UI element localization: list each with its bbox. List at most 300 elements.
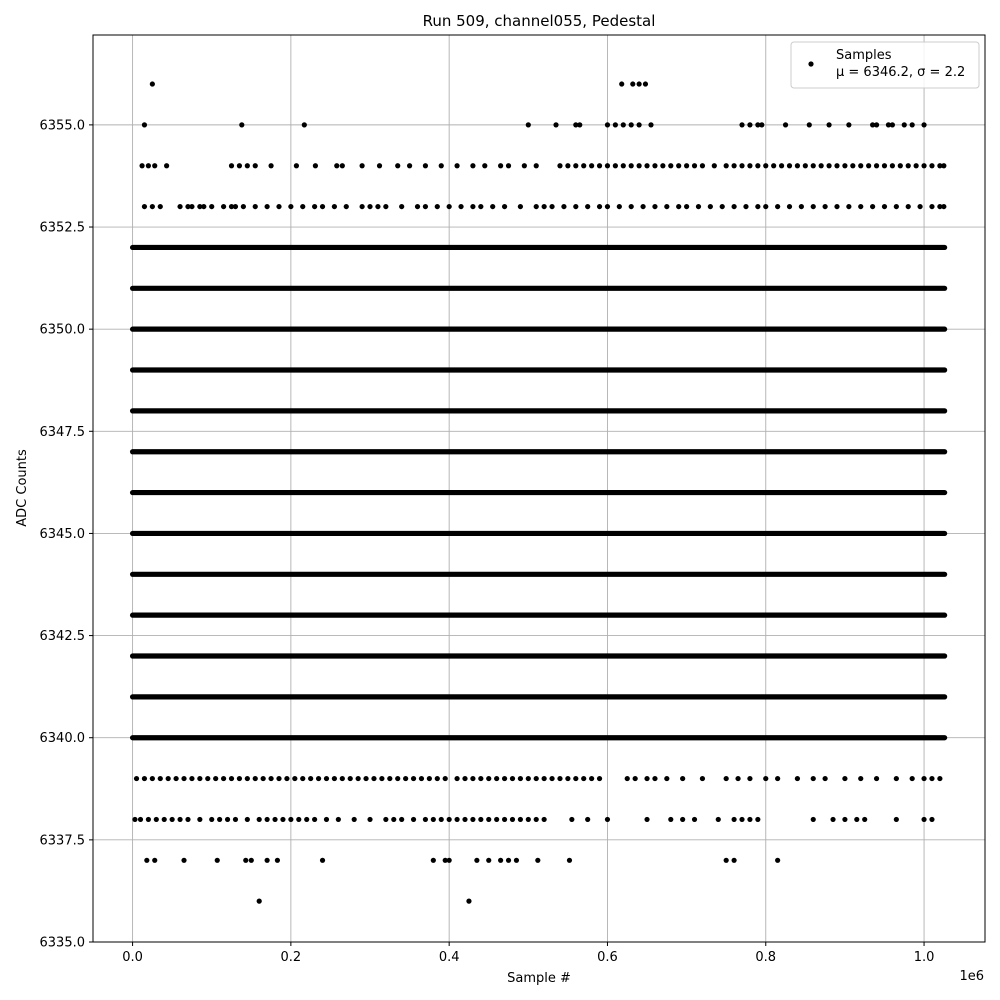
sample-point [454,163,459,168]
y-tick-label: 6340.0 [39,731,85,747]
sample-point [439,163,444,168]
sample-point [138,817,143,822]
sample-point [379,776,384,781]
sample-point [605,817,610,822]
sample-point [313,163,318,168]
sample-point [454,817,459,822]
sample-point [882,163,887,168]
sample-point [739,817,744,822]
sample-point [898,163,903,168]
sample-point [407,163,412,168]
sample-point [177,204,182,209]
sample-point [316,776,321,781]
sample-point [324,817,329,822]
sample-point [423,204,428,209]
sample-point [700,163,705,168]
sample-point [332,776,337,781]
sample-point [275,858,280,863]
sample-point [399,817,404,822]
sample-point [201,204,206,209]
sample-point [419,776,424,781]
sample-point [261,776,266,781]
sample-point [320,204,325,209]
sample-point [239,122,244,127]
sample-point [447,817,452,822]
sample-point [890,122,895,127]
sample-point [680,817,685,822]
sample-point [890,163,895,168]
sample-point [494,776,499,781]
sample-point [300,204,305,209]
sample-point [585,204,590,209]
sample-point [181,858,186,863]
sample-point [625,776,630,781]
sample-point [735,776,740,781]
sample-point [284,776,289,781]
sample-point [415,204,420,209]
sample-point [243,858,248,863]
sample-point [700,776,705,781]
sample-point [312,204,317,209]
sample-point [640,204,645,209]
sample-point [692,163,697,168]
sample-point [431,817,436,822]
sample-point [775,776,780,781]
sample-point [862,817,867,822]
sample-point [569,817,574,822]
sample-point [747,163,752,168]
sample-point [482,163,487,168]
sample-point [573,776,578,781]
sample-point [360,204,365,209]
sample-point [692,817,697,822]
sample-point [146,163,151,168]
sample-point [534,163,539,168]
sample-point [154,817,159,822]
sample-point [466,899,471,904]
sample-point [312,817,317,822]
sample-point [494,817,499,822]
sample-point [257,899,262,904]
sample-point [866,163,871,168]
sample-point [478,817,483,822]
sample-point [637,122,642,127]
sample-point [265,817,270,822]
sample-point [902,122,907,127]
sample-point [732,858,737,863]
sample-point [937,776,942,781]
sample-point [189,204,194,209]
sample-point [506,858,511,863]
sample-point [474,858,479,863]
sample-point [470,817,475,822]
sample-point [668,817,673,822]
sample-point [526,776,531,781]
sample-point [142,776,147,781]
sample-point [447,204,452,209]
sample-point [597,163,602,168]
sample-point [613,122,618,127]
sample-point [237,163,242,168]
sample-point [447,858,452,863]
sample-point [763,204,768,209]
sample-point [597,204,602,209]
sample-point [150,204,155,209]
sample-point [336,817,341,822]
legend-series-name: Samples [836,48,892,63]
sample-point [795,776,800,781]
sample-point [158,776,163,781]
sample-point [375,204,380,209]
sample-point [139,163,144,168]
sample-point [233,204,238,209]
sample-point [732,817,737,822]
sample-point [684,163,689,168]
sample-point [573,163,578,168]
sample-point [132,817,137,822]
sample-point [411,776,416,781]
sample-point [630,81,635,86]
x-tick-label: 0.8 [755,950,777,965]
sample-point [732,204,737,209]
sample-point [858,776,863,781]
sample-point [146,817,151,822]
sample-point [929,776,934,781]
x-tick-label: 0.0 [122,950,143,965]
y-tick-label: 6347.5 [39,424,85,440]
sample-point [367,817,372,822]
sample-point [486,817,491,822]
sample-point [712,163,717,168]
sample-point [787,163,792,168]
sample-point [894,776,899,781]
sample-point [162,817,167,822]
sample-point [567,858,572,863]
sample-point [771,163,776,168]
sample-point [803,163,808,168]
sample-point [510,776,515,781]
sample-point [534,776,539,781]
sample-point [573,204,578,209]
sample-point [510,817,515,822]
sample-point [150,776,155,781]
sample-point [910,122,915,127]
sample-point [720,204,725,209]
sample-point [850,163,855,168]
sample-point [514,858,519,863]
sample-point [280,817,285,822]
sample-point [383,204,388,209]
sample-point [334,163,339,168]
sample-point [302,122,307,127]
sample-point [680,776,685,781]
sample-point [906,163,911,168]
sample-point [308,776,313,781]
sample-point [858,163,863,168]
sample-point [652,776,657,781]
sample-point [181,776,186,781]
sample-point [553,122,558,127]
sample-point [435,776,440,781]
chart-title: Run 509, channel055, Pedestal [422,12,656,30]
sample-point [265,204,270,209]
sample-point [502,204,507,209]
y-tick-label: 6345.0 [39,526,85,542]
sample-point [245,776,250,781]
sample-point [779,163,784,168]
sample-point [229,776,234,781]
sample-point [811,817,816,822]
sample-point [233,817,238,822]
sample-point [739,163,744,168]
sample-point [811,204,816,209]
sample-point [205,776,210,781]
sample-point [486,858,491,863]
sample-point [225,817,230,822]
sample-point [458,204,463,209]
sample-point [652,204,657,209]
sample-point [249,858,254,863]
sample-point [185,817,190,822]
sample-point [783,122,788,127]
sample-point [174,776,179,781]
sample-point [644,163,649,168]
sample-point [164,163,169,168]
sample-point [237,776,242,781]
sample-point [268,163,273,168]
sample-point [367,204,372,209]
sample-point [423,163,428,168]
sample-point [755,817,760,822]
sample-point [152,163,157,168]
sample-point [708,204,713,209]
sample-point [811,163,816,168]
sample-point [807,122,812,127]
sample-point [629,204,634,209]
sample-point [363,776,368,781]
sample-point [743,204,748,209]
sample-point [834,163,839,168]
sample-point [177,817,182,822]
sample-point [245,163,250,168]
sample-point [411,817,416,822]
sample-point [324,776,329,781]
sample-point [929,204,934,209]
sample-point [724,858,729,863]
sample-point [352,817,357,822]
sample-point [842,163,847,168]
sample-point [874,163,879,168]
y-tick-label: 6342.5 [39,629,85,645]
sample-point [268,776,273,781]
sample-point [819,163,824,168]
x-tick-label: 0.2 [280,950,302,965]
sample-point [795,163,800,168]
sample-point [197,817,202,822]
sample-point [340,776,345,781]
sample-point [166,776,171,781]
sample-point [894,817,899,822]
sample-point [549,776,554,781]
sample-point [304,817,309,822]
sample-point [296,817,301,822]
sample-point [344,204,349,209]
sample-point [589,163,594,168]
sample-point [724,163,729,168]
sample-point [716,817,721,822]
sample-point [921,163,926,168]
sample-point [581,163,586,168]
sample-point [360,163,365,168]
sample-point [882,204,887,209]
sample-point [811,776,816,781]
sample-point [395,163,400,168]
sample-point [644,776,649,781]
sample-point [565,776,570,781]
sample-point [619,81,624,86]
sample-point [823,776,828,781]
sample-point [870,204,875,209]
sample-point [823,204,828,209]
sample-point [605,122,610,127]
sample-point [637,163,642,168]
sample-point [478,776,483,781]
sample-point [684,204,689,209]
sample-point [830,817,835,822]
sample-point [557,163,562,168]
sample-point [605,163,610,168]
sample-point [534,817,539,822]
sample-point [787,204,792,209]
sample-point [213,776,218,781]
sample-point [605,204,610,209]
sample-point [557,776,562,781]
sample-point [577,122,582,127]
sample-point [470,776,475,781]
sample-point [914,163,919,168]
sample-point [739,122,744,127]
sample-point [652,163,657,168]
legend-marker [808,61,813,66]
sample-point [257,817,262,822]
sample-point [621,122,626,127]
sample-point [253,776,258,781]
x-tick-label: 0.4 [438,950,460,965]
sample-point [348,776,353,781]
sample-point [561,204,566,209]
sample-point [858,204,863,209]
sample-point [144,858,149,863]
sample-point [542,204,547,209]
x-axis-label: Sample # [507,971,571,986]
sample-point [732,163,737,168]
sample-point [221,204,226,209]
sample-point [526,122,531,127]
sample-point [454,776,459,781]
sample-point [633,776,638,781]
sample-point [747,817,752,822]
sample-point [842,776,847,781]
sample-point [644,817,649,822]
x-axis-offset-text: 1e6 [959,969,984,984]
sample-point [534,204,539,209]
sample-point [498,858,503,863]
sample-point [894,204,899,209]
sample-point [755,163,760,168]
sample-point [581,776,586,781]
sample-point [747,122,752,127]
sample-point [842,817,847,822]
sample-point [535,858,540,863]
sample-point [664,776,669,781]
sample-point [435,204,440,209]
sample-point [399,204,404,209]
sample-point [356,776,361,781]
sample-point [300,776,305,781]
sample-point [874,776,879,781]
sample-point [929,163,934,168]
sample-point [906,204,911,209]
sample-point [759,122,764,127]
sample-point [917,204,922,209]
sample-point [470,163,475,168]
sample-point [134,776,139,781]
sample-point [253,204,258,209]
sample-point [502,817,507,822]
sample-point [921,122,926,127]
sample-point [498,163,503,168]
y-tick-label: 6352.5 [39,220,85,236]
sample-point [395,776,400,781]
sample-point [617,204,622,209]
sample-point [150,81,155,86]
sample-point [276,776,281,781]
sample-point [197,776,202,781]
legend-series-stats: μ = 6346.2, σ = 2.2 [836,65,966,80]
y-tick-label: 6335.0 [39,935,85,951]
sample-point [265,858,270,863]
y-tick-label: 6350.0 [39,322,85,338]
sample-point [542,776,547,781]
sample-point [320,858,325,863]
sample-point [585,817,590,822]
sample-point [941,204,946,209]
sample-point [229,163,234,168]
sample-point [522,163,527,168]
sample-point [676,204,681,209]
sample-point [158,204,163,209]
sample-point [910,776,915,781]
sample-point [549,204,554,209]
sample-point [215,858,220,863]
sample-point [637,81,642,86]
sample-point [478,204,483,209]
sample-point [629,122,634,127]
sample-point [403,776,408,781]
sample-point [245,817,250,822]
sample-point [486,776,491,781]
sample-point [921,817,926,822]
sample-point [439,817,444,822]
sample-point [518,776,523,781]
sample-point [597,776,602,781]
sample-point [526,817,531,822]
sample-point [431,858,436,863]
sample-point [272,817,277,822]
sample-point [775,204,780,209]
sample-point [664,204,669,209]
sample-point [874,122,879,127]
